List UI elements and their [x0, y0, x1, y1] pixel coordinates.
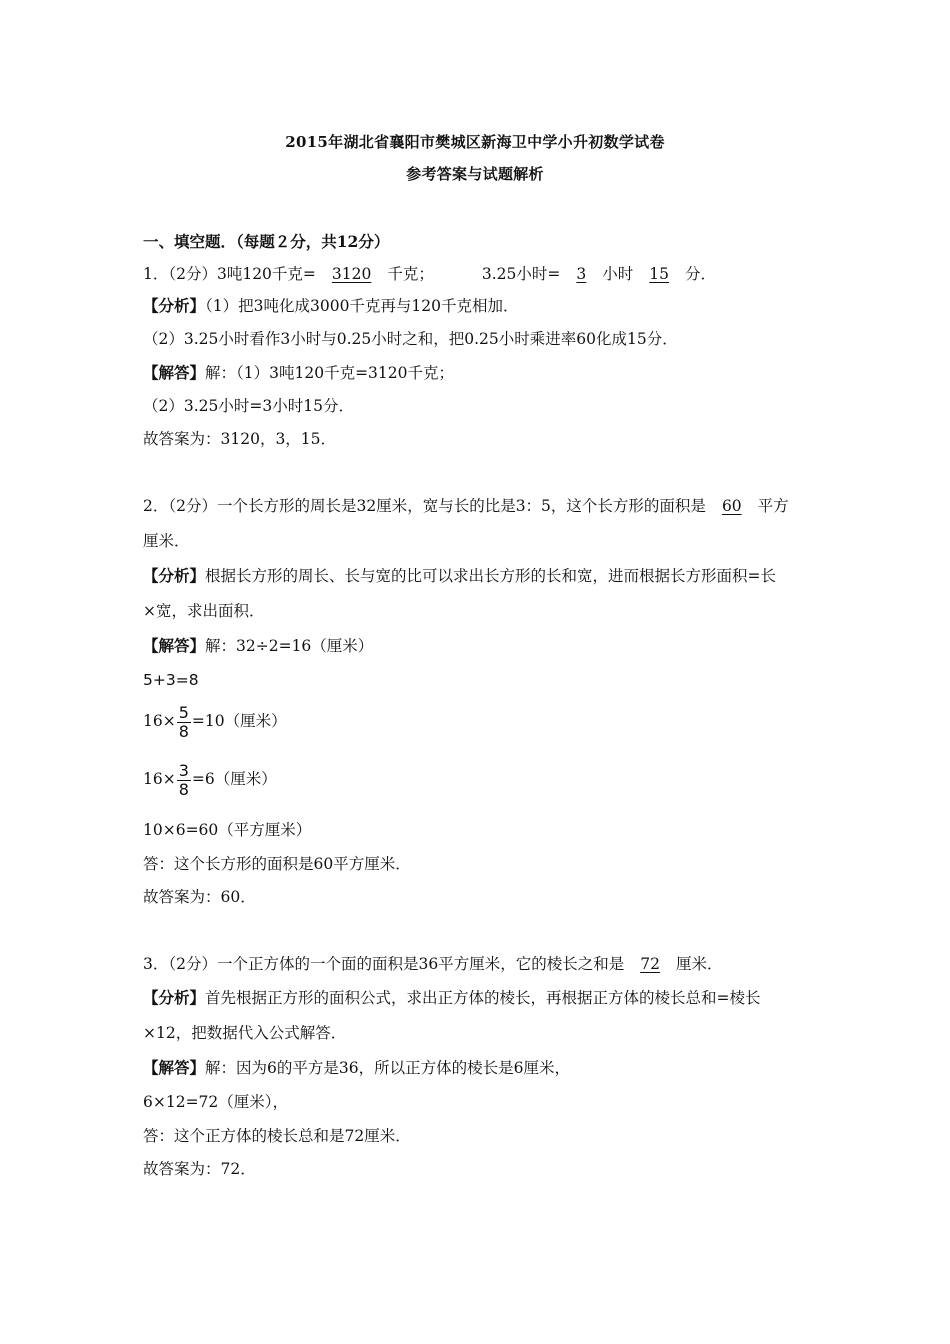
- document-title: 2015年湖北省襄阳市樊城区新海卫中学小升初数学试卷: [285, 133, 665, 151]
- analysis-tag: 【分析】: [143, 296, 206, 315]
- analysis-tag: 【分析】: [143, 988, 206, 1007]
- question-3-stem: 3．（2分）一个正方体的一个面的面积是36平方厘米，它的棱长之和是 72 厘米．: [143, 955, 723, 973]
- answer-blank: 15: [649, 265, 670, 283]
- q2-stem-cont: 厘米．: [143, 532, 190, 550]
- q3-reply: 答：这个正方体的棱长总和是72厘米．: [143, 1127, 411, 1145]
- q2-step-2: 16× $\frac{5}{8}$ =10（厘米）: [143, 702, 287, 741]
- q2-step-1: 5+3=8: [143, 671, 199, 689]
- q3-analysis-2: ×12，把数据代入公式解答．: [143, 1024, 347, 1042]
- q2-step-4: 10×6=60（平方厘米）: [143, 821, 312, 839]
- q2-step-3: 16× $\frac{3}{8}$ =6（厘米）: [143, 760, 277, 799]
- q1-text: 分．: [685, 265, 717, 283]
- fraction: $\frac{3}{8}$: [178, 760, 189, 799]
- q2-reply: 答：这个长方形的面积是60平方厘米．: [143, 855, 411, 873]
- solution-tag: 【解答】: [143, 636, 206, 655]
- q1-text: 千克；: [387, 265, 434, 283]
- solution-tag: 【解答】: [143, 363, 206, 382]
- q3-step-1: 6×12=72（厘米），: [143, 1093, 289, 1111]
- question-1-stem: [143, 264, 870, 284]
- q1-text: 3.25小时=: [481, 265, 561, 283]
- fraction: $\frac{5}{8}$: [178, 702, 189, 741]
- q1-text: 1．（2分）3吨120千克=: [143, 265, 316, 283]
- question-2-stem: 2．（2分）一个长方形的周长是32厘米，宽与长的比是3：5，这个长方形的面积是 60 平方: [143, 497, 789, 515]
- section-heading: 一、填空题．（每题２分，共12分）: [143, 232, 390, 251]
- q1-solution-2: （2）3.25小时=3小时15分．: [143, 397, 354, 415]
- q2-answer: 故答案为：60．: [143, 888, 256, 906]
- answer-blank: 3120: [331, 265, 372, 283]
- q3-analysis: 【分析】首先根据正方形的面积公式，求出正方体的棱长，再根据正方体的棱长总和=棱长: [143, 988, 761, 1007]
- answer-blank: 72: [640, 955, 660, 973]
- document-subtitle: 参考答案与试题解析: [406, 165, 544, 183]
- q2-analysis-2: ×宽，求出面积．: [143, 602, 265, 620]
- q1-solution: 【解答】解：（1）3吨120千克=3120千克；: [143, 363, 455, 382]
- q3-answer: 故答案为：72．: [143, 1160, 256, 1178]
- answer-blank: 3: [576, 265, 587, 283]
- analysis-tag: 【分析】: [143, 566, 206, 585]
- solution-tag: 【解答】: [143, 1058, 206, 1077]
- q3-solution: 【解答】解：因为6的平方是36，所以正方体的棱长是6厘米，: [143, 1058, 570, 1077]
- q2-solution: 【解答】解：32÷2=16（厘米）: [143, 636, 374, 655]
- q1-text: 小时: [602, 265, 634, 283]
- answer-blank: 60: [721, 497, 742, 515]
- q1-analysis-2: （2）3.25小时看作3小时与0.25小时之和，把0.25小时乘进率60化成15分．: [143, 330, 678, 348]
- q2-analysis: 【分析】根据长方形的周长、长与宽的比可以求出长方形的长和宽，进而根据长方形面积=长: [143, 566, 777, 585]
- q1-analysis: 【分析】（1）把3吨化成3000千克再与120千克相加．: [143, 296, 519, 315]
- q1-answer: 故答案为：3120，3，15．: [143, 430, 337, 448]
